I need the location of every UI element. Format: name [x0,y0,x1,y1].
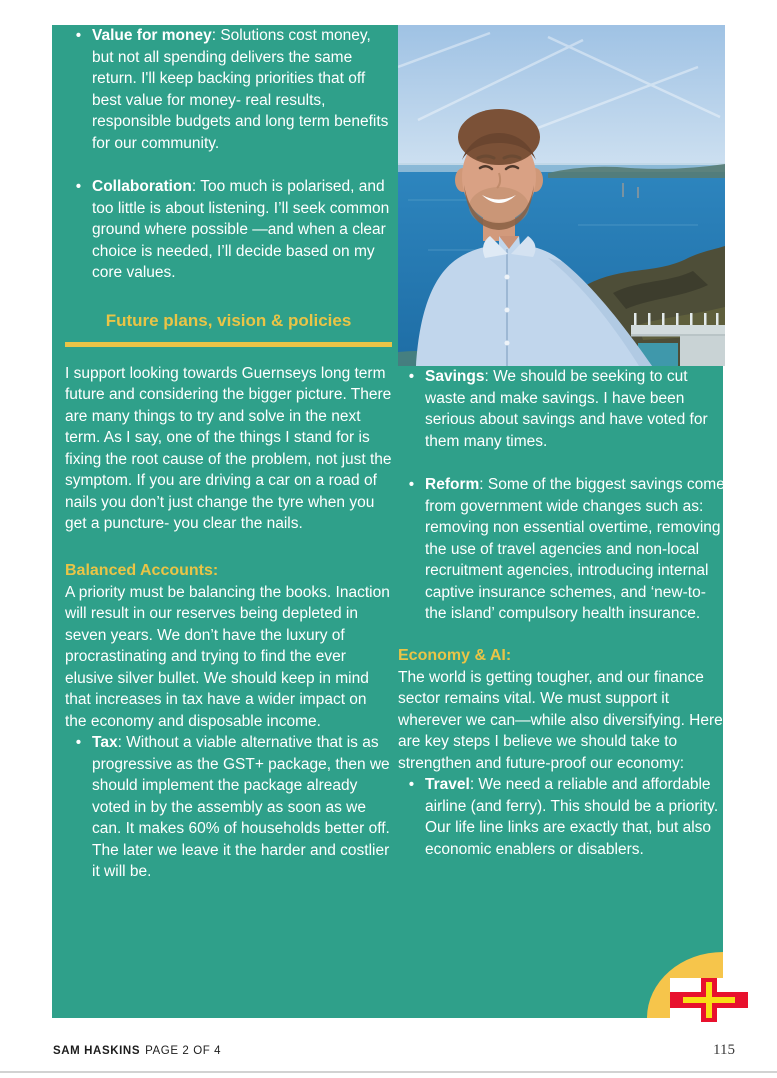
bottom-divider [0,1071,777,1073]
footer-author: SAM HASKINS [53,1045,141,1057]
bullet-icon: • [75,734,82,751]
bullet-icon: • [408,776,415,793]
bullet-body: : Solutions cost money, but not all spending delivers the same return. I'll keep backing priorities that off best value for money- real results, responsible budgets and long term benefits for our community. [92,27,389,152]
bullet-term: Travel [425,776,470,793]
bullet-text [425,474,725,625]
footer-page-label: PAGE 2 OF 4 [145,1045,222,1057]
subheading-balanced-accounts: Balanced Accounts: [65,561,219,579]
bullet-term: Value for money [92,27,212,44]
savings-reform-bullet-list [398,366,725,625]
bullet-term: Reform [425,476,480,493]
bullet-icon: • [75,178,82,195]
bullet-icon: • [408,368,415,385]
bullet-body: : Some of the biggest savings come from government wide changes such as: removing non essential overtime, removing the use of travel agencies and non-local recruitment agencies, introducing internal captive insurance schemes, and ‘new-to-the island’ compulsory health insurance. [425,476,725,622]
list-item-travel [398,774,725,860]
bullet-term: Tax [92,734,118,751]
content-card [52,25,723,1018]
bullet-text [92,732,392,883]
guernsey-flag-icon [670,978,748,1022]
yellow-divider [65,342,392,347]
subheading-economy-ai: Economy & AI: [398,646,512,664]
right-column [398,25,725,860]
list-item-collaboration [65,176,392,284]
bullet-body: : Too much is polarised, and too little is about listening. I’ll seek common ground where possible —and when a clear choice is needed, I’ll decide based on my core values. [92,178,390,281]
bullet-icon: • [75,27,82,44]
bullet-body: : Without a viable alternative that is as progressive as the GST+ package, then we should implement the package already voted in by the assembly as soon as we can. It makes 60% of households better off. The later we leave it the harder and costlier it will be. [92,734,390,880]
intro-paragraph: I support looking towards Guernseys long term future and considering the bigger picture. There are many things to try and solve in the next term. As I say, one of the things I stand for is fixing the root cause of the problem, not just the symptom. If you are driving a car on a road of nails you don’t just change the tyre when you get a puncture- you clear the nails. [65,364,392,532]
travel-bullet-list [398,774,725,860]
section-heading-future-plans: Future plans, vision & policies [105,310,352,330]
bullet-text [425,366,725,452]
candidate-photo [398,25,725,366]
bullet-text [425,774,725,860]
bullet-text [92,176,392,284]
bullet-term: Savings [425,368,485,385]
list-item-tax [65,732,392,883]
list-item-savings [398,366,725,452]
page-number: 115 [713,1042,735,1058]
bullet-icon: • [408,476,415,493]
tax-bullet-list [65,732,392,883]
footer-author-line [53,1045,221,1057]
bullet-term: Collaboration [92,178,192,195]
left-column [65,25,392,883]
bullet-body: : We should be seeking to cut waste and make savings. I have been serious about savings and have voted for them many times. [425,368,708,450]
list-item-reform [398,474,725,625]
page-footer [53,1042,735,1059]
bullet-body: : We need a reliable and affordable airline (and ferry). This should be a priority. Our life line links are exactly that, but also economic enablers or disablers. [425,776,719,858]
balanced-accounts-paragraph: A priority must be balancing the books. Inaction will result in our reserves being depleted in seven years. We don’t have the luxury of procrastinating and trying to find the ever elusive silver bullet. We should keep in mind that increases in tax have a wider impact on the economy and disposable income. [65,583,390,730]
bullet-text [92,25,392,154]
list-item-value-for-money [65,25,392,154]
economy-ai-paragraph: The world is getting tougher, and our finance sector remains vital. We must support it wherever we can—while also diversifying. Here are key steps I believe we should take to strengthen and future-proof our economy: [398,668,723,772]
values-bullet-list [65,25,392,284]
